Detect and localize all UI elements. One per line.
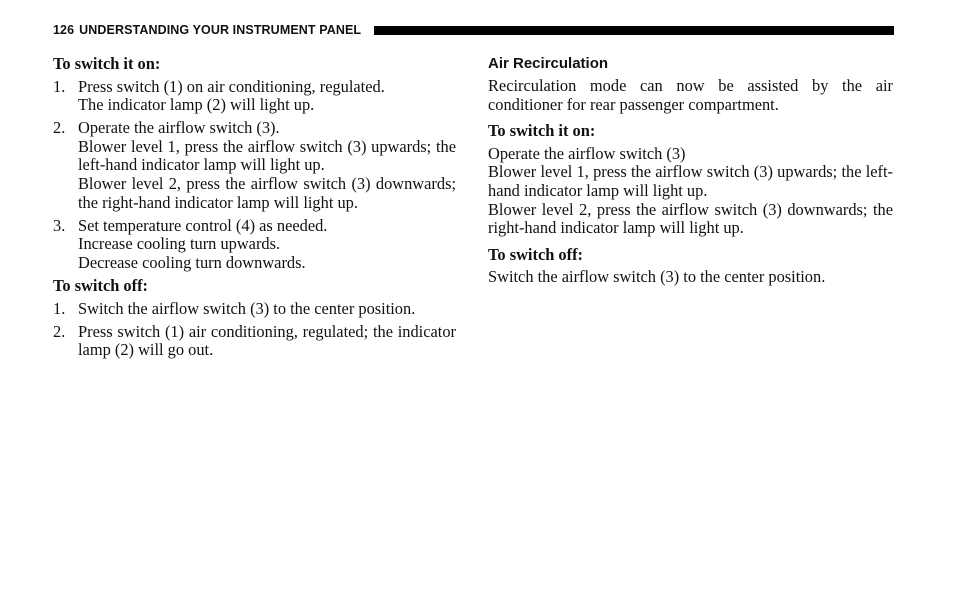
step-line: Increase cooling turn upwards. — [78, 234, 281, 254]
step-line: The indicator lamp (2) will light up. — [78, 95, 315, 115]
switch-on-text — [488, 145, 893, 238]
page-number: 126 — [53, 23, 75, 37]
body-line: Blower level 2, press the airflow switch (3) downwards; the right-hand indicator lamp will light up. — [488, 199, 893, 238]
step-line: Operate the airflow switch (3). — [78, 118, 280, 138]
step-line: Switch the airflow switch (3) to the center position. — [78, 298, 416, 318]
step-line: Decrease cooling turn downwards. — [78, 252, 306, 272]
body-line: Blower level 1, press the airflow switch (3) upwards; the left-hand indicator lamp will light up. — [488, 162, 893, 200]
switch-off-heading: To switch off: — [53, 276, 149, 296]
step-number: 3. — [53, 215, 66, 235]
list-item — [53, 119, 456, 212]
step-number: 1. — [53, 298, 66, 318]
switch-off-text: Switch the airflow switch (3) to the center position. — [488, 267, 826, 287]
switch-on-heading: To switch it on: — [488, 121, 596, 141]
step-number: 2. — [53, 321, 66, 341]
step-line: Set temperature control (4) as needed. — [78, 215, 328, 235]
list-item — [53, 323, 456, 360]
step-line: Press switch (1) air conditioning, regulated; the indicator lamp (2) will go out. — [78, 321, 456, 360]
step-body — [78, 323, 456, 360]
switch-on-steps — [53, 78, 456, 273]
intro-paragraph: Recirculation mode can now be assisted by the air conditioner for rear passenger compartment. — [488, 76, 893, 114]
switch-off-heading: To switch off: — [488, 244, 584, 264]
list-item — [53, 217, 456, 273]
step-body — [78, 119, 456, 212]
left-column — [53, 55, 456, 364]
body-line: Operate the airflow switch (3) — [488, 143, 686, 163]
switch-on-heading: To switch it on: — [53, 54, 161, 73]
step-number: 2. — [53, 118, 66, 138]
step-number: 1. — [53, 76, 66, 96]
step-body — [78, 78, 456, 115]
list-item — [53, 300, 456, 319]
right-column — [488, 55, 893, 287]
step-line: Blower level 2, press the airflow switch (3) downwards; the right-hand indicator lamp will light up. — [78, 174, 456, 212]
step-body — [78, 217, 456, 273]
step-line: Press switch (1) on air conditioning, regulated. — [78, 76, 385, 96]
section-title: Air Recirculation — [488, 55, 609, 72]
page-header — [53, 22, 894, 38]
running-title: UNDERSTANDING YOUR INSTRUMENT PANEL — [79, 23, 362, 37]
switch-off-steps — [53, 300, 456, 360]
list-item — [53, 78, 456, 115]
header-rule — [374, 26, 894, 35]
step-body — [78, 300, 456, 319]
step-line: Blower level 1, press the airflow switch (3) upwards; the left-hand indicator lamp will light up. — [78, 136, 456, 175]
